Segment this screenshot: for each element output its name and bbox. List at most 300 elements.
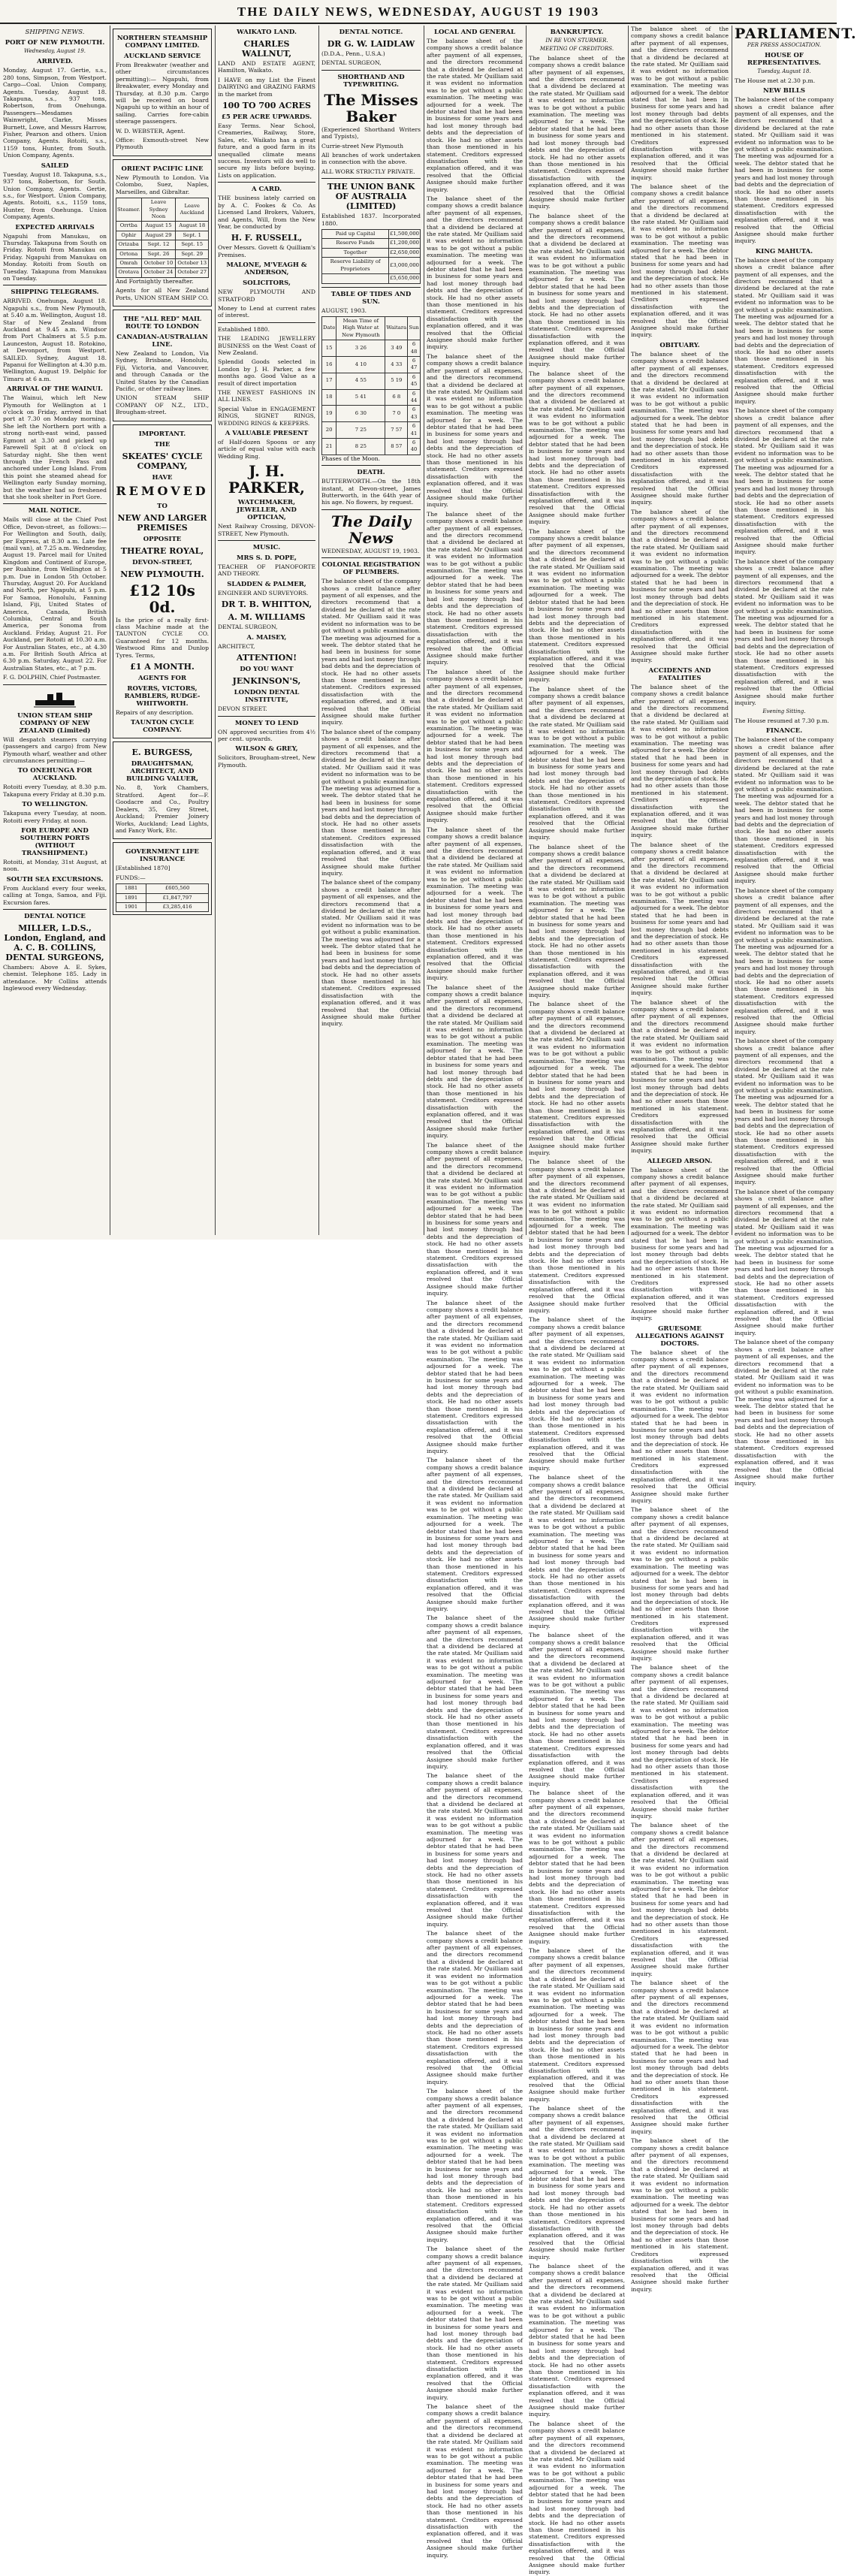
table-row: [322, 248, 421, 257]
paragraph: The balance sheet of the company shows a credit balance after payment of all expenses, and the directors recommend that a dividend be declared at the rate stated. Mr Quilliam said it was evident no information was to be got without a public examination. The meeting was adjourned for a week. The debtor stated that he had been in business for some years and had lost money through bad debts and the depreciation of stock. He had no other assets than those mentioned in his statement. Creditors expressed dissatisfaction with the explanation offered, and it was resolved that the Official Assignee should make further inquiry.: [427, 1772, 523, 1928]
headline-premises: NEW AND LARGER PREMISES: [117, 512, 207, 533]
article-heading: LOCAL AND GENERAL: [434, 29, 515, 36]
subheading: Evening Sitting.: [762, 708, 806, 715]
company-name: TAUNTON CYCLE COMPANY.: [131, 719, 194, 735]
location: THEATRE ROYAL,: [120, 545, 204, 556]
paragraph: THE NEWEST FASHIONS IN ALL LINES.: [218, 389, 315, 403]
paragraph: The balance sheet of the company shows a credit balance after payment of all expenses, and the directors recommend that a dividend be declared at the rate stated. Mr Quilliam said it was evident no information was to be got without a public examination. The meeting was adjourned for a week. The debtor stated that he had been in business for some years and had lost money through bad debts and the depreciation of stock. He had no other assets than those mentioned in his statement. Creditors expressed dissatisfaction with the explanation offered, and it was resolved that the Official Assignee should make further inquiry.: [631, 841, 729, 997]
paragraph: NEW PLYMOUTH AND STRATFORD: [218, 288, 315, 303]
paragraph: The balance sheet of the company shows a credit balance after payment of all expenses, and the directors recommend that a dividend be declared at the rate stated. Mr Quilliam said it was evident no information was to be got without a public examination. The meeting was adjourned for a week. The debtor stated that he had been in business for some years and had lost money through bad debts and the depreciation of stock. He had no other assets than those mentioned in his statement. Creditors expressed dissatisfaction with the explanation offered, and it was resolved that the Official Assignee should make further inquiry.: [529, 212, 625, 368]
company-name: SKEATES' CYCLE COMPANY,: [122, 451, 203, 471]
paragraph: Phases of the Moon.: [321, 454, 381, 462]
paragraph: The balance sheet of the company shows a credit balance after payment of all expenses, and the directors recommend that a dividend be declared at the rate stated. Mr Quilliam said it was evident no information was to be got without a public examination. The meeting was adjourned for a week. The debtor stated that he had been in business for some years and had lost money through bad debts and the depreciation of stock. He had no other assets than those mentioned in his statement. Creditors expressed dissatisfaction with the explanation offered, and it was resolved that the Official Assignee should make further inquiry.: [427, 983, 523, 1140]
word: TO: [157, 502, 167, 510]
divider: [3, 909, 107, 910]
table-row: [322, 389, 421, 406]
paragraph: [Established 1870]: [116, 865, 170, 872]
table-cell: 4 55: [336, 373, 385, 389]
paragraph: The House resumed at 7.30 p.m.: [735, 717, 829, 724]
subheading: IN RE VON STURMER.: [545, 38, 608, 44]
subheading: MONEY TO LEND: [234, 719, 299, 727]
subheading: DENTAL NOTICE.: [339, 29, 403, 36]
column-ads-1: [113, 26, 212, 1235]
table-row: [116, 893, 209, 902]
table-body: [116, 222, 209, 277]
article-heading: GRUESOME ALLEGATIONS AGAINST DOCTORS.: [635, 1324, 724, 1348]
paper-title: The Daily News: [330, 512, 412, 547]
paragraph: The balance sheet of the company shows a credit balance after payment of all expenses, and the directors recommend that a dividend be declared at the rate stated. Mr Quilliam said it was evident no information was to be got without a public examination. The meeting was adjourned for a week. The debtor stated that he had been in business for some years and had lost money through bad debts and the depreciation of stock. He had no other assets than those mentioned in his statement. Creditors expressed dissatisfaction with the explanation offered, and it was resolved that the Official Assignee should make further inquiry.: [529, 1947, 625, 2103]
paragraph: The balance sheet of the company shows a credit balance after payment of all expenses, and the directors recommend that a dividend be declared at the rate stated. Mr Quilliam said it was evident no information was to be got without a public examination. The meeting was adjourned for a week. The debtor stated that he had been in business for some years and had lost money through bad debts and the depreciation of stock. He had no other assets than those mentioned in his statement. Creditors expressed dissatisfaction with the explanation offered, and it was resolved that the Official Assignee should make further inquiry.: [631, 350, 729, 506]
paragraph: The balance sheet of the company shows a credit balance after payment of all expenses, and the directors recommend that a dividend be declared at the rate stated. Mr Quilliam said it was evident no information was to be got without a public examination. The meeting was adjourned for a week. The debtor stated that he had been in business for some years and had lost money through bad debts and the depreciation of stock. He had no other assets than those mentioned in his statement. Creditors expressed dissatisfaction with the explanation offered, and it was resolved that the Official Assignee should make further inquiry.: [735, 557, 834, 706]
paragraph: Over Messrs. Govett & Quilliam's Premises.: [218, 244, 315, 258]
table-cell: 1881: [116, 884, 146, 893]
paragraph: The balance sheet of the company shows a credit balance after payment of all expenses, and the directors recommend that a dividend be declared at the rate stated. Mr Quilliam said it was evident no information was to be got without a public examination. The meeting was adjourned for a week. The debtor stated that he had been in business for some years and had lost money through bad debts and the depreciation of stock. He had no other assets than those mentioned in his statement. Creditors expressed dissatisfaction with the explanation offered, and it was resolved that the Official Assignee should make further inquiry.: [631, 508, 729, 664]
subheading: A VALUABLE PRESENT: [225, 430, 309, 438]
table-cell: 6 8: [385, 389, 408, 406]
paragraph: From Auckland every four weeks, calling at Tonga, Samoa, and Fiji. Excursion fares.: [3, 884, 107, 906]
article-heading: ACCIDENTS AND FATALITIES: [648, 666, 711, 682]
paragraph: Next Railway Crossing, DEVON-STREET, New Plymouth.: [218, 523, 315, 537]
paragraph: ON approved securities from 4½ per cent. upwards.: [218, 728, 315, 742]
paragraph: The balance sheet of the company shows a credit balance after payment of all expenses, and the directors recommend that a dividend be declared at the rate stated. Mr Quilliam said it was evident no information was to be got without a public examination. The meeting was adjourned for a week. The debtor stated that he had been in business for some years and had lost money through bad debts and the depreciation of stock. He had no other assets than those mentioned in his statement. Creditors expressed dissatisfaction with the explanation offered, and it was resolved that the Official Assignee should make further inquiry.: [735, 256, 834, 405]
dateline: Tuesday, August 18.: [757, 68, 811, 75]
paragraph: The balance sheet of the company shows a credit balance after payment of all expenses, and the directors recommend that a dividend be declared at the rate stated. Mr Quilliam said it was evident no information was to be got without a public examination. The meeting was adjourned for a week. The debtor stated that he had been in business for some years and had lost money through bad debts and the depreciation of stock. He had no other assets than those mentioned in his statement. Creditors expressed dissatisfaction with the explanation offered, and it was resolved that the Official Assignee should make further inquiry.: [631, 2137, 729, 2293]
table-cell: August 18: [176, 222, 209, 231]
table-header-cell: Leave Auckland: [176, 198, 209, 222]
capital-table: [321, 229, 421, 283]
paragraph: The balance sheet of the company shows a credit balance after payment of all expenses, and the directors recommend that a dividend be declared at the rate stated. Mr Quilliam said it was evident no information was to be got without a public examination. The meeting was adjourned for a week. The debtor stated that he had been in business for some years and had lost money through bad debts and the depreciation of stock. He had no other assets than those mentioned in his statement. Creditors expressed dissatisfaction with the explanation offered, and it was resolved that the Official Assignee should make further inquiry.: [631, 1822, 729, 1977]
table-cell: October 24: [141, 268, 176, 277]
table-cell: 21: [322, 439, 336, 455]
paragraph: The balance sheet of the company shows a credit balance after payment of all expenses, and the directors recommend that a dividend be declared at the rate stated. Mr Quilliam said it was evident no information was to be got without a public examination. The meeting was adjourned for a week. The debtor stated that he had been in business for some years and had lost money through bad debts and the depreciation of stock. He had no other assets than those mentioned in his statement. Creditors expressed dissatisfaction with the explanation offered, and it was resolved that the Official Assignee should make further inquiry.: [735, 96, 834, 245]
subheading: KING MAHUTA.: [755, 247, 813, 255]
column-rule: [526, 26, 527, 1235]
table-row: [322, 340, 421, 357]
table-row: [116, 231, 209, 240]
ad-canadian-line: [113, 310, 212, 421]
table-cell: £2,650,000: [389, 248, 421, 257]
paragraph: The balance sheet of the company shows a credit balance after payment of all expenses, and the directors recommend that a dividend be declared at the rate stated. Mr Quilliam said it was evident no information was to be got without a public examination. The meeting was adjourned for a week. The debtor stated that he had been in business for some years and had lost money through bad debts and the depreciation of stock. He had no other assets than those mentioned in his statement. Creditors expressed dissatisfaction with the explanation offered, and it was resolved that the Official Assignee should make further inquiry.: [735, 1339, 834, 1487]
paragraph: The balance sheet of the company shows a credit balance after payment of all expenses, and the directors recommend that a dividend be declared at the rate stated. Mr Quilliam said it was evident no information was to be got without a public examination. The meeting was adjourned for a week. The debtor stated that he had been in business for some years and had lost money through bad debts and the depreciation of stock. He had no other assets than those mentioned in his statement. Creditors expressed dissatisfaction with the explanation offered, and it was resolved that the Official Assignee should make further inquiry.: [529, 1316, 625, 1472]
divider: [3, 503, 107, 504]
company-name: ORIENT PACIFIC LINE: [121, 165, 204, 173]
divider: [218, 322, 315, 323]
section-heading: SHIPPING NEWS.: [25, 29, 85, 36]
paragraph: The balance sheet of the company shows a credit balance after payment of all expenses, and the directors recommend that a dividend be declared at the rate stated. Mr Quilliam said it was evident no information was to be got without a public examination. The meeting was adjourned for a week. The debtor stated that he had been in business for some years and had lost money through bad debts and the depreciation of stock. He had no other assets than those mentioned in his statement. Creditors expressed dissatisfaction with the explanation offered, and it was resolved that the Official Assignee should make further inquiry.: [735, 1188, 834, 1336]
table-cell: 15: [322, 340, 336, 357]
paragraph: The balance sheet of the company shows a credit balance after payment of all expenses, and the directors recommend that a dividend be declared at the rate stated. Mr Quilliam said it was evident no information was to be got without a public examination. The meeting was adjourned for a week. The debtor stated that he had been in business for some years and had lost money through bad debts and the depreciation of stock. He had no other assets than those mentioned in his statement. Creditors expressed dissatisfaction with the explanation offered, and it was resolved that the Official Assignee should make further inquiry.: [631, 998, 729, 1155]
column-local: [427, 26, 523, 2559]
table-cell: 17: [322, 373, 336, 389]
paragraph: DENTAL SURGEON,: [321, 59, 382, 67]
paragraph: Established 1837. Incorporated 1880.: [321, 213, 421, 227]
table-cell: October 10: [141, 258, 176, 267]
subheading: WATCHMAKER, JEWELLER, AND OPTICIAN,: [237, 499, 297, 522]
paper-date: WEDNESDAY, AUGUST 19, 1903.: [321, 547, 420, 554]
paragraph: And Fortnightly thereafter.: [116, 277, 194, 285]
subheading: PER PRESS ASSOCIATION.: [747, 42, 822, 48]
paragraph: UNION STEAM SHIP COMPANY OF N.Z., LTD., Brougham-street.: [116, 394, 209, 416]
subheading: SOLICITORS,: [243, 279, 291, 288]
table-cell: Together: [322, 248, 389, 257]
paragraph: The balance sheet of the company shows a credit balance after payment of all expenses, and the directors recommend that a dividend be declared at the rate stated. Mr Quilliam said it was evident no information was to be got without a public examination. The meeting was adjourned for a week. The debtor stated that he had been in business for some years and had lost money through bad debts and the depreciation of stock. He had no other assets than those mentioned in his statement. Creditors expressed dissatisfaction with the explanation offered, and it was resolved that the Official Assignee should make further inquiry.: [427, 352, 523, 509]
paragraph: New Zealand to London, Via Sydney, Brisbane, Honolulu, Fiji, Victoria, and Vancouver, and through Canada or the United States by the Canadian Pacific, or other railway lines.: [116, 349, 209, 392]
table-row: [322, 239, 421, 248]
paragraph: ARRIVED. Onehunga, August 18. Ngapuhi s.s., from New Plymouth, at 5.40 a.m. Wellington, August 18. Star of New Zealand from Auckland at 9.45 a.m. Windsor from Port Chalmers at 5.5 p.m. Launceston, August 18. Rotokino, at Devonport, from Westport. SAILED. Sydney, August 18. Papanui for Wellington at 4.30 p.m. Wellington, August 19. Delphic for Timaru at 6 a.m.: [3, 297, 107, 382]
advertiser-name: SLADDEN & PALMER,: [227, 580, 306, 588]
paragraph: The balance sheet of the company shows a credit balance after payment of all expenses, and the directors recommend that a dividend be declared at the rate stated. Mr Quilliam said it was evident no information was to be got without a public examination. The meeting was adjourned for a week. The debtor stated that he had been in business for some years and had lost money through bad debts and the depreciation of stock. He had no other assets than those mentioned in his statement. Creditors expressed dissatisfaction with the explanation offered, and it was resolved that the Official Assignee should make further inquiry.: [427, 2245, 523, 2401]
paragraph: The balance sheet of the company shows a credit balance after payment of all expenses, and the directors recommend that a dividend be declared at the rate stated. Mr Quilliam said it was evident no information was to be got without a public examination. The meeting was adjourned for a week. The debtor stated that he had been in business for some years and had lost money through bad debts and the depreciation of stock. He had no other assets than those mentioned in his statement. Creditors expressed dissatisfaction with the explanation offered, and it was resolved that the Official Assignee should make further inquiry.: [735, 886, 834, 1035]
column-notices: [321, 26, 421, 1235]
paragraph: DENTAL SURGEON,: [218, 624, 278, 631]
company-name: CANADIAN-AUSTRALIAN LINE.: [116, 333, 208, 349]
table-row: [116, 249, 209, 258]
paragraph: The balance sheet of the company shows a credit balance after payment of all expenses, and the directors recommend that a dividend be declared at the rate stated. Mr Quilliam said it was evident no information was to be got without a public examination. The meeting was adjourned for a week. The debtor stated that he had been in business for some years and had lost money through bad debts and the depreciation of stock. He had no other assets than those mentioned in his statement. Creditors expressed dissatisfaction with the explanation offered, and it was resolved that the Official Assignee should make further inquiry.: [529, 1789, 625, 1945]
price: £12 10s 0d.: [129, 581, 195, 616]
paragraph: AUGUST, 1903.: [321, 307, 367, 314]
paragraph: ALL WORK STRICTLY PRIVATE.: [321, 168, 415, 175]
column-news: [631, 26, 729, 2293]
paragraph: Will despatch steamers carrying (passengers and cargo) from New Plymouth wharf, weather and other circumstances permitting:—: [3, 735, 107, 764]
divider: [218, 182, 315, 183]
paragraph: I HAVE on my List the Finest DAIRYING and GRAZING FARMS in the market from: [218, 76, 315, 98]
table-cell: Ophir: [116, 231, 142, 240]
paragraph: THE LEADING JEWELLERY BUSINESS on the West Coast of New Zealand.: [218, 335, 315, 356]
article-heading: PARLIAMENT.: [735, 26, 857, 42]
subheading: £5 PER ACRE UPWARDS.: [221, 113, 312, 122]
table-cell: 18: [322, 389, 336, 406]
dateline: Wednesday, August 19.: [24, 48, 86, 54]
paragraph: The Wainui, which left New Plymouth for Wellington at 1 o'clock on Friday, arrived in that port at 7.30 on Monday morning. She left the Northern port with a strong north-east wind, passed Egmont at 3.30 and picked up Farewell Spit at 8 o'clock on Saturday night. She then went through the French Pass and anchored under Long Island. From this point she steamed ahead for Wellington early Sunday morning, but the weather had so freshened that she took shelter in Port Gore.: [3, 394, 107, 500]
advertiser-name: DR T. B. WHITTON,: [221, 599, 312, 610]
headline: 100 TO 700 ACRES: [222, 101, 311, 111]
table-cell: Paid up Capital: [322, 230, 389, 239]
ad-skeates-cycle: [113, 424, 212, 739]
table-cell: £3,285,416: [146, 902, 209, 911]
paragraph: The balance sheet of the company shows a credit balance after payment of all expenses, and the directors recommend that a dividend be declared at the rate stated. Mr Quilliam said it was evident no information was to be got without a public examination. The meeting was adjourned for a week. The debtor stated that he had been in business for some years and had lost money through bad debts and the depreciation of stock. He had no other assets than those mentioned in his statement. Creditors expressed dissatisfaction with the explanation offered, and it was resolved that the Official Assignee should make further inquiry.: [529, 527, 625, 684]
company-name: GOVERNMENT LIFE INSURANCE: [125, 848, 199, 864]
table-cell: £1,847,797: [146, 893, 209, 902]
paragraph: The balance sheet of the company shows a credit balance after payment of all expenses, and the directors recommend that a dividend be declared at the rate stated. Mr Quilliam said it was evident no information was to be got without a public examination. The meeting was adjourned for a week. The debtor stated that he had been in business for some years and had lost money through bad debts and the depreciation of stock. He had no other assets than those mentioned in his statement. Creditors expressed dissatisfaction with the explanation offered, and it was resolved that the Official Assignee should make further inquiry.: [427, 668, 523, 824]
table-cell: Reserve Funds: [322, 239, 389, 248]
agent-name: W. D. WEBSTER, Agent.: [116, 127, 186, 134]
table-cell: 6 44: [408, 389, 421, 406]
column-bankruptcy: [529, 26, 625, 2576]
table-cell: 6 40: [408, 439, 421, 455]
paragraph: The balance sheet of the company shows a credit balance after payment of all expenses, and the directors recommend that a dividend be declared at the rate stated. Mr Quilliam said it was evident no information was to be got without a public examination. The meeting was adjourned for a week. The debtor stated that he had been in business for some years and had lost money through bad debts and the depreciation of stock. He had no other assets than those mentioned in his statement. Creditors expressed dissatisfaction with the explanation offered, and it was resolved that the Official Assignee should make further inquiry.: [427, 510, 523, 666]
table-cell: 6 41: [408, 422, 421, 439]
table-cell: 3 26: [336, 340, 385, 357]
paragraph: The balance sheet of the company shows a credit balance after payment of all expenses, and the directors recommend that a dividend be declared at the rate stated. Mr Quilliam said it was evident no information was to be got without a public examination. The meeting was adjourned for a week. The debtor stated that he had been in business for some years and had lost money through bad debts and the depreciation of stock. He had no other assets than those mentioned in his statement. Creditors expressed dissatisfaction with the explanation offered, and it was resolved that the Official Assignee should make further inquiry.: [735, 736, 834, 885]
divider: [321, 465, 421, 466]
table-cell: 6 43: [408, 406, 421, 422]
table-cell: 19: [322, 406, 336, 422]
table-cell: £1,500,000: [389, 230, 421, 239]
subheading: A CARD.: [251, 186, 282, 194]
paragraph: The balance sheet of the company shows a credit balance after payment of all expenses, and the directors recommend that a dividend be declared at the rate stated. Mr Quilliam said it was evident no information was to be got without a public examination. The meeting was adjourned for a week. The debtor stated that he had been in business for some years and had lost money through bad debts and the depreciation of stock. He had no other assets than those mentioned in his statement. Creditors expressed dissatisfaction with the explanation offered, and it was resolved that the Official Assignee should make further inquiry.: [427, 195, 523, 351]
subheading: HOUSE OF REPRESENTATIVES.: [747, 52, 822, 68]
subheading: MUSIC.: [252, 544, 281, 552]
advertiser-name: The Misses Baker: [324, 90, 418, 125]
table-body: [322, 340, 421, 455]
subheading: ARRIVED.: [37, 58, 73, 66]
section-heading: PORT OF NEW PLYMOUTH.: [5, 39, 105, 47]
paragraph: Takapuna every Tuesday, at noon. Rotoiti every Friday, at noon.: [3, 810, 107, 824]
advertiser-name: E. BURGESS,: [131, 747, 193, 758]
ad-northern-steamship: [113, 29, 212, 156]
paragraph: The balance sheet of the company shows a credit balance after payment of all expenses, and the directors recommend that a dividend be declared at the rate stated. Mr Quilliam said it was evident no information was to be got without a public examination. The meeting was adjourned for a week. The debtor stated that he had been in business for some years and had lost money through bad debts and the depreciation of stock. He had no other assets than those mentioned in his statement. Creditors expressed dissatisfaction with the explanation offered, and it was resolved that the Official Assignee should make further inquiry.: [427, 1141, 523, 1297]
company-name: UNION STEAM SHIP COMPANY OF NEW ZEALAND (Limited): [17, 711, 92, 735]
column-parliament: [735, 26, 857, 1487]
table-cell: 6 30: [336, 406, 385, 422]
subheading: TABLE OF TIDES AND SUN.: [330, 290, 412, 306]
location: DEVON-STREET,: [132, 558, 192, 566]
column-shipping: [3, 26, 107, 1235]
advertiser-name: JENKINSON'S,: [232, 676, 301, 687]
subheading: AUCKLAND SERVICE: [123, 53, 201, 60]
table-body: [116, 884, 209, 912]
article-heading: BANKRUPTCY.: [550, 29, 604, 36]
advertiser-name: A. M. WILLIAMS: [228, 612, 306, 623]
table-cell: Orrtba: [116, 222, 142, 231]
table-row: [116, 268, 209, 277]
subheading: SAILED: [41, 162, 69, 170]
terms: £1 A MONTH.: [130, 662, 195, 672]
table-cell: 4 33: [385, 356, 408, 373]
table-row: [116, 222, 209, 231]
table-cell: 6 47: [408, 356, 421, 373]
paragraph: LAND AND ESTATE AGENT, Hamilton, Waikato.: [218, 60, 315, 74]
advertiser-name: MALONE, M'VEAGH & ANDERSON,: [226, 261, 307, 277]
paragraph: The balance sheet of the company shows a credit balance after payment of all expenses, and the directors recommend that a dividend be declared at the rate stated. Mr Quilliam said it was evident no information was to be got without a public examination. The meeting was adjourned for a week. The debtor stated that he had been in business for some years and had lost money through bad debts and the depreciation of stock. He had no other assets than those mentioned in his statement. Creditors expressed dissatisfaction with the explanation offered, and it was resolved that the Official Assignee should make further inquiry.: [529, 1632, 625, 1787]
article-heading: OBITUARY.: [659, 341, 700, 349]
divider: [321, 70, 421, 71]
subheading: DO YOU WANT: [240, 666, 294, 674]
divider: [218, 716, 315, 717]
word: HAVE: [152, 473, 173, 482]
table-cell: 16: [322, 356, 336, 373]
subheading: MAIL NOTICE.: [28, 507, 82, 515]
paragraph: The balance sheet of the company shows a credit balance after payment of all expenses, and the directors recommend that a dividend be declared at the rate stated. Mr Quilliam said it was evident no information was to be got without a public examination. The meeting was adjourned for a week. The debtor stated that he had been in business for some years and had lost money through bad debts and the depreciation of stock. He had no other assets than those mentioned in his statement. Creditors expressed dissatisfaction with the explanation offered, and it was resolved that the Official Assignee should make further inquiry.: [735, 407, 834, 556]
table-cell: 7 25: [336, 422, 385, 439]
advertiser-name: DR G. W. LAIDLAW: [327, 39, 415, 49]
table-cell: Sept. 26: [141, 249, 176, 258]
steamship-icon: [32, 688, 77, 709]
table-header-cell: Steamer.: [116, 198, 142, 222]
table-cell: 6 48: [408, 340, 421, 357]
column-ads-2: [218, 26, 315, 1235]
subheading: WAIKATO LAND.: [237, 29, 297, 36]
table-cell: £5,650,000: [389, 274, 421, 283]
table-cell: 1891: [116, 893, 146, 902]
paragraph: The balance sheet of the company shows a credit balance after payment of all expenses, and the directors recommend that a dividend be declared at the rate stated. Mr Quilliam said it was evident no information was to be got without a public examination. The meeting was adjourned for a week. The debtor stated that he had been in business for some years and had lost money through bad debts and the depreciation of stock. He had no other assets than those mentioned in his statement. Creditors expressed dissatisfaction with the explanation offered, and it was resolved that the Official Assignee should make further inquiry.: [529, 1001, 625, 1156]
subheading: IMPORTANT.: [138, 430, 186, 438]
sailing-table: [116, 198, 209, 278]
paragraph: ENGINEER AND SURVEYORS.: [218, 589, 309, 596]
subheading: FOR EUROPE AND SOUTHERN PORTS (WITHOUT TRANSHIPMENT.): [20, 826, 90, 857]
table-cell: 4 10: [336, 356, 385, 373]
paragraph: Monday, August 17. Gertie, s.s., 280 tons, Simpson, from Westport. Cargo—Coal. Union Company, Agents. Tuesday, August 18. Takapuna, s.s., 937 tons, Robertson, from Onehunga. Passengers—Mesdames Wainwright, Clarke, Misses Burnett, Lowe, and Messrs Harrow, Fisher, Pearson and others. Union Company, Agents. Rotoiti, s.s., 1159 tons, Hunter, from South. Union Company, Agents.: [3, 67, 107, 159]
table-cell: £1,200,000: [389, 239, 421, 248]
divider: [321, 557, 421, 558]
paragraph: Ngapuhi from Manukau, on Thursday. Takapuna from South on Friday. Rotoiti from Manukau on Friday. Ngapuhi from Manukau on Monday. Rotoiti from South on Tuesday. Takapuna from Manukau on Tuesday.: [3, 232, 107, 282]
table-cell: Sept. 29: [176, 249, 209, 258]
table-cell: Sept. 1: [176, 231, 209, 240]
paragraph: The balance sheet of the company shows a credit balance after payment of all expenses, and the directors recommend that a dividend be declared at the rate stated. Mr Quilliam said it was evident no information was to be got without a public examination. The meeting was adjourned for a week. The debtor stated that he had been in business for some years and had lost money through bad debts and the depreciation of stock. He had no other assets than those mentioned in his statement. Creditors expressed dissatisfaction with the explanation offered, and it was resolved that the Official Assignee should make further inquiry.: [631, 183, 729, 339]
paragraph: BUTTERWORTH.—On the 18th instant, at Devon-street, James Butterworth, in the 64th year of his age. No flowers, by request.: [321, 478, 421, 506]
ad-government-life: [113, 842, 212, 915]
table-row: [116, 258, 209, 267]
divider: [321, 509, 421, 510]
paragraph: The balance sheet of the company shows a credit balance after payment of all expenses, and the directors recommend that a dividend be declared at the rate stated. Mr Quilliam said it was evident no information was to be got without a public examination. The meeting was adjourned for a week. The debtor stated that he had been in business for some years and had lost money through bad debts and the depreciation of stock. He had no other assets than those mentioned in his statement. Creditors expressed dissatisfaction with the explanation offered, and it was resolved that the Official Assignee should make further inquiry.: [427, 826, 523, 982]
advertiser-name: MILLER, L.D.S., London, England, and A. C. B. COLLINS, DENTAL SURGEONS,: [4, 923, 106, 962]
subheading: DEATH.: [357, 469, 385, 477]
table-header-cell: Leave Sydney Noon: [141, 198, 176, 222]
paragraph: The balance sheet of the company shows a credit balance after payment of all expenses, and the directors recommend that a dividend be declared at the rate stated. Mr Quilliam said it was evident no information was to be got without a public examination. The meeting was adjourned for a week. The debtor stated that he had been in business for some years and had lost money through bad debts and the depreciation of stock. He had no other assets than those mentioned in his statement. Creditors expressed dissatisfaction with the explanation offered, and it was resolved that the Official Assignee should make further inquiry.: [631, 1506, 729, 1662]
advertiser-name: CHARLES WALLNUT,: [241, 39, 292, 59]
paragraph: Rotoiti every Tuesday, at 8.30 p.m. Takapuna every Friday at 8.30 p.m.: [3, 784, 107, 798]
table-header-cell: Date: [322, 316, 336, 340]
subheading: SOUTH SEA EXCURSIONS.: [6, 875, 104, 883]
divider: [321, 287, 421, 288]
table-row: [116, 884, 209, 893]
paragraph: The balance sheet of the company shows a credit balance after payment of all expenses, and the directors recommend that a dividend be declared at the rate stated. Mr Quilliam said it was evident no information was to be got without a public examination. The meeting was adjourned for a week. The debtor stated that he had been in business for some years and had lost money through bad debts and the depreciation of stock. He had no other assets than those mentioned in his statement. Creditors expressed dissatisfaction with the explanation offered, and it was resolved that the Official Assignee should make further inquiry.: [735, 1037, 834, 1186]
headline-removed: REMOVED: [116, 483, 209, 498]
divider: [218, 540, 315, 541]
table-header-row: [322, 316, 421, 340]
paragraph: Is the price of a really first-class Machine made at the TAUNTON CYCLE CO. Guaranteed for 12 months. Westwood Rims and Dunlop Tyres. Terms,: [116, 616, 209, 659]
subheading: DRAUGHTSMAN, ARCHITECT, AND BUILDING VALUER,: [126, 760, 198, 784]
paragraph: Tuesday, August 18. Takapuna, s.s., 937 tons, Robertson, for South. Union Company, Agents. Gertie, s.s., for Westport. Union Company, Agents. Rotoiti, s.s., 1159 tons, Hunter, from Onehunga. Union Company, Agents.: [3, 171, 107, 221]
paragraph: The balance sheet of the company shows a credit balance after payment of all expenses, and the directors recommend that a dividend be declared at the rate stated. Mr Quilliam said it was evident no information was to be got without a public examination. The meeting was adjourned for a week. The debtor stated that he had been in business for some years and had lost money through bad debts and the depreciation of stock. He had no other assets than those mentioned in his statement. Creditors expressed dissatisfaction with the explanation offered, and it was resolved that the Official Assignee should make further inquiry.: [529, 2105, 625, 2260]
paragraph: The balance sheet of the company shows a credit balance after payment of all expenses, and the directors recommend that a dividend be declared at the rate stated. Mr Quilliam said it was evident no information was to be got without a public examination. The meeting was adjourned for a week. The debtor stated that he had been in business for some years and had lost money through bad debts and the depreciation of stock. He had no other assets than those mentioned in his statement. Creditors expressed dissatisfaction with the explanation offered, and it was resolved that the Official Assignee should make further inquiry.: [529, 1474, 625, 1629]
paragraph: TEACHER OF PIANOFORTE AND THEORY.: [218, 563, 315, 578]
table-cell: October 27: [176, 268, 209, 277]
word: OPPOSITE: [143, 535, 182, 543]
paragraph: Mails will close at the Chief Post Office, Devon-street, as follows:— For Wellington and South, daily, per Express, at 8.30 a.m. Late fee (mail van), at 7.25 a.m. Wednesday, August 19. Parcel mail for United Kingdom and Continent of Europe, per Ruahine, from Wellington at 5 p.m. Due in London 5th October. Thursday, August 20. For Auckland and North, per Ngapuhi, at 5 p.m. For Samoa, Honolulu, Fanning Island, Fiji, United States of America, Canada, British Columbia, Central and South America, per Sonoma from Auckland. Friday, August 21. For Auckland, per Rotoiti at 10.30 a.m. For Australian States, etc., at 4.30 a.m. For British South Africa at 6.30 p.m. Saturday, August 22. For Australian States, etc., at 7 p.m.: [3, 516, 107, 672]
paragraph: The balance sheet of the company shows a credit balance after payment of all expenses, and the directors recommend that a dividend be declared at the rate stated. Mr Quilliam said it was evident no information was to be got without a public examination. The meeting was adjourned for a week. The debtor stated that he had been in business for some years and had lost money through bad debts and the depreciation of stock. He had no other assets than those mentioned in his statement. Creditors expressed dissatisfaction with the explanation offered, and it was resolved that the Official Assignee should make further inquiry.: [321, 578, 421, 726]
table-cell: Reserve Liability of Proprietors: [322, 258, 389, 274]
paragraph: The balance sheet of the company shows a credit balance after payment of all expenses, and the directors recommend that a dividend be declared at the rate stated. Mr Quilliam said it was evident no information was to be got without a public examination. The meeting was adjourned for a week. The debtor stated that he had been in business for some years and had lost money through bad debts and the depreciation of stock. He had no other assets than those mentioned in his statement. Creditors expressed dissatisfaction with the explanation offered, and it was resolved that the Official Assignee should make further inquiry.: [529, 54, 625, 210]
table-cell: 20: [322, 422, 336, 439]
table-row: [116, 240, 209, 249]
table-row: [322, 373, 421, 389]
paragraph: The balance sheet of the company shows a credit balance after payment of all expenses, and the directors recommend that a dividend be declared at the rate stated. Mr Quilliam said it was evident no information was to be got without a public examination. The meeting was adjourned for a week. The debtor stated that he had been in business for some years and had lost money through bad debts and the depreciation of stock. He had no other assets than those mentioned in his statement. Creditors expressed dissatisfaction with the explanation offered, and it was resolved that the Official Assignee should make further inquiry.: [427, 2088, 523, 2243]
paragraph: (Experienced Shorthand Writers and Typists),: [321, 125, 421, 140]
subheading: NEW BILLS: [762, 87, 805, 95]
paragraph: DEVON STREET.: [218, 705, 267, 713]
word: AGENTS FOR: [137, 675, 187, 683]
tides-table: [321, 316, 421, 455]
table-cell: Ortona: [116, 249, 142, 258]
table-header-cell: Waitara: [385, 316, 408, 340]
paragraph: Rotoiti, at Monday, 31st August, at noon.: [3, 858, 107, 873]
table-cell: August 15: [141, 222, 176, 231]
table-row: [322, 230, 421, 239]
table-row: [322, 356, 421, 373]
company-name: NORTHERN STEAMSHIP COMPANY LIMITED.: [116, 35, 208, 50]
column-rule: [628, 26, 629, 1235]
paragraph: The balance sheet of the company shows a credit balance after payment of all expenses, and the directors recommend that a dividend be declared at the rate stated. Mr Quilliam said it was evident no information was to be got without a public examination. The meeting was adjourned for a week. The debtor stated that he had been in business for some years and had lost money through bad debts and the depreciation of stock. He had no other assets than those mentioned in his statement. Creditors expressed dissatisfaction with the explanation offered, and it was resolved that the Official Assignee should make further inquiry.: [427, 1930, 523, 2085]
table-cell: August 29: [141, 231, 176, 240]
table-row: [322, 422, 421, 439]
paragraph: The balance sheet of the company shows a credit balance after payment of all expenses, and the directors recommend that a dividend be declared at the rate stated. Mr Quilliam said it was evident no information was to be got without a public examination. The meeting was adjourned for a week. The debtor stated that he had been in business for some years and had lost money through bad debts and the depreciation of stock. He had no other assets than those mentioned in his statement. Creditors expressed dissatisfaction with the explanation offered, and it was resolved that the Official Assignee should make further inquiry.: [631, 1664, 729, 1820]
subheading: TO ONEHUNGA FOR AUCKLAND.: [17, 767, 92, 783]
table-row: [322, 258, 421, 274]
subheading: FINANCE.: [765, 727, 803, 735]
paragraph: The balance sheet of the company shows a credit balance after payment of all expenses, and the directors recommend that a dividend be declared at the rate stated. Mr Quilliam said it was evident no information was to be got without a public examination. The meeting was adjourned for a week. The debtor stated that he had been in business for some years and had lost money through bad debts and the depreciation of stock. He had no other assets than those mentioned in his statement. Creditors expressed dissatisfaction with the explanation offered, and it was resolved that the Official Assignee should make further inquiry.: [529, 370, 625, 526]
paragraph: All branches of work undertaken in connection with the above.: [321, 152, 421, 166]
table-cell: 6 45: [408, 373, 421, 389]
headline: ATTENTION!: [236, 653, 297, 663]
table-cell: 5 41: [336, 389, 385, 406]
funds-table: [116, 883, 209, 912]
table-row: [322, 406, 421, 422]
company-name: THE UNION BANK OF AUSTRALIA (LIMITED): [327, 182, 415, 212]
paragraph: The balance sheet of the company shows a credit balance after payment of all expenses, and the directors recommend that a dividend be declared at the rate stated. Mr Quilliam said it was evident no information was to be got without a public examination. The meeting was adjourned for a week. The debtor stated that he had been in business for some years and had lost money through bad debts and the depreciation of stock. He had no other assets than those mentioned in his statement. Creditors expressed dissatisfaction with the explanation offered, and it was resolved that the Official Assignee should make further inquiry.: [427, 1614, 523, 1770]
paragraph: Repairs of any description.: [116, 709, 194, 717]
masthead-title: THE DAILY NEWS, WEDNESDAY, AUGUST 19 1903: [237, 5, 600, 19]
divider: [3, 684, 107, 685]
advertiser-name: J. H. PARKER,: [228, 462, 305, 497]
paragraph: The balance sheet of the company shows a credit balance after payment of all expenses, and the directors recommend that a dividend be declared at the rate stated. Mr Quilliam said it was evident no information was to be got without a public examination. The meeting was adjourned for a week. The debtor stated that he had been in business for some years and had lost money through bad debts and the depreciation of stock. He had no other assets than those mentioned in his statement. Creditors expressed dissatisfaction with the explanation offered, and it was resolved that the Official Assignee should make further inquiry.: [631, 1166, 729, 1322]
column-rule: [318, 26, 319, 1235]
paragraph: No. 8, York Chambers, Stratford. Agent for—F. Goodacre and Co., Poultry Dealers, 35, Grey Street, Auckland; Premier Joinery Works, Auckland; Lead Lights, and Fancy Work, Etc.: [116, 784, 209, 834]
paragraph: The balance sheet of the company shows a credit balance after payment of all expenses, and the directors recommend that a dividend be declared at the rate stated. Mr Quilliam said it was evident no information was to be got without a public examination. The meeting was adjourned for a week. The debtor stated that he had been in business for some years and had lost money through bad debts and the depreciation of stock. He had no other assets than those mentioned in his statement. Creditors expressed dissatisfaction with the explanation offered, and it was resolved that the Official Assignee should make further inquiry.: [321, 879, 421, 1028]
paragraph: Chambers: Above A. E. Sykes, chemist. Telephone 185. Lady in attendance. Mr Collins attends Inglewood every Wednesday.: [3, 963, 107, 992]
table-cell: Omrah: [116, 258, 142, 267]
location: NEW PLYMOUTH.: [120, 569, 204, 579]
table-cell: [322, 274, 389, 283]
ad-burgess: [113, 741, 212, 839]
paragraph: The balance sheet of the company shows a credit balance after payment of all expenses, and the directors recommend that a dividend be declared at the rate stated. Mr Quilliam said it was evident no information was to be got without a public examination. The meeting was adjourned for a week. The debtor stated that he had been in business for some years and had lost money through bad debts and the depreciation of stock. He had no other assets than those mentioned in his statement. Creditors expressed dissatisfaction with the explanation offered, and it was resolved that the Official Assignee should make further inquiry.: [529, 2420, 625, 2576]
paragraph: Splendid Goods selected in London by J. H. Parker, a few months ago. Good Value as a result of direct importation: [218, 358, 315, 387]
table-cell: Sept. 15: [176, 240, 209, 249]
paragraph: The balance sheet of the company shows a credit balance after payment of all expenses, and the directors recommend that a dividend be declared at the rate stated. Mr Quilliam said it was evident no information was to be got without a public examination. The meeting was adjourned for a week. The debtor stated that he had been in business for some years and had lost money through bad debts and the depreciation of stock. He had no other assets than those mentioned in his statement. Creditors expressed dissatisfaction with the explanation offered, and it was resolved that the Official Assignee should make further inquiry.: [631, 683, 729, 839]
paragraph: The balance sheet of the company shows a credit balance after payment of all expenses, and the directors recommend that a dividend be declared at the rate stated. Mr Quilliam said it was evident no information was to be got without a public examination. The meeting was adjourned for a week. The debtor stated that he had been in business for some years and had lost money through bad debts and the depreciation of stock. He had no other assets than those mentioned in his statement. Creditors expressed dissatisfaction with the explanation offered, and it was resolved that the Official Assignee should make further inquiry.: [427, 1299, 523, 1455]
paragraph: The balance sheet of the company shows a credit balance after payment of all expenses, and the directors recommend that a dividend be declared at the rate stated. Mr Quilliam said it was evident no information was to be got without a public examination. The meeting was adjourned for a week. The debtor stated that he had been in business for some years and had lost money through bad debts and the depreciation of stock. He had no other assets than those mentioned in his statement. Creditors expressed dissatisfaction with the explanation offered, and it was resolved that the Official Assignee should make further inquiry.: [321, 728, 421, 877]
agent-office: Office: Exmouth-street New Plymouth: [116, 137, 209, 151]
table-cell: £3,000,000: [389, 258, 421, 274]
paragraph: New Plymouth to London. Via Colombo, Suez, Naples, Marseilles, and Gibraltar.: [116, 174, 209, 195]
subheading: TO WELLINGTON.: [22, 801, 88, 809]
table-cell: Sept. 12: [141, 240, 176, 249]
subheading: DENTAL NOTICE: [24, 912, 86, 920]
paragraph: The balance sheet of the company shows a credit balance after payment of all expenses, and the directors recommend that a dividend be declared at the rate stated. Mr Quilliam said it was evident no information was to be got without a public examination. The meeting was adjourned for a week. The debtor stated that he had been in business for some years and had lost money through bad debts and the depreciation of stock. He had no other assets than those mentioned in his statement. Creditors expressed dissatisfaction with the explanation offered, and it was resolved that the Official Assignee should make further inquiry.: [631, 1980, 729, 2135]
paragraph: of Half-dozen Spoons or any article of equal value with each Wedding Ring.: [218, 439, 315, 460]
table-header-cell: Sun: [408, 316, 421, 340]
subheading: EXPECTED ARRIVALS: [15, 223, 95, 231]
paragraph: FUNDS:—: [116, 874, 146, 881]
subheading: SHIPPING TELEGRAMS.: [11, 288, 99, 297]
advertiser-name: LONDON DENTAL INSTITUTE,: [234, 689, 300, 705]
table-row: [322, 439, 421, 455]
advertiser-name: A. MAISEY,: [246, 633, 287, 642]
advertiser-name: MRS S. D. POPE,: [237, 554, 297, 563]
table-cell: 1901: [116, 902, 146, 911]
masthead: [0, 0, 837, 24]
subheading: THE "ALL RED" MAIL ROUTE TO LONDON: [123, 315, 201, 331]
paragraph: The balance sheet of the company shows a credit balance after payment of all expenses, and the directors recommend that a dividend be declared at the rate stated. Mr Quilliam said it was evident no information was to be got without a public examination. The meeting was adjourned for a week. The debtor stated that he had been in business for some years and had lost money through bad debts and the depreciation of stock. He had no other assets than those mentioned in his statement. Creditors expressed dissatisfaction with the explanation offered, and it was resolved that the Official Assignee should make further inquiry.: [529, 1158, 625, 1314]
paragraph: Easy Terms. Near School, Creameries, Railway, Store, Sales, etc. Waikato has a great future, and a good farm in its unequalled climate means success. Investors will do well to secure my lists before buying. Lists on application.: [218, 122, 315, 179]
table-cell: 7 0: [385, 406, 408, 422]
table-cell: 8 57: [385, 439, 408, 455]
paragraph: ARCHITECT,: [218, 642, 255, 650]
paragraph: THE business lately carried on by A. C. Fookes & Co. As Licensed Land Brokers, Valuers, and Agents, Will, from the New Year, be conducted by: [218, 195, 315, 230]
advertiser-name: H. F. RUSSELL,: [231, 233, 303, 243]
article-heading: ALLEGED ARSON.: [647, 1157, 713, 1165]
paragraph: The balance sheet of the company shows a credit balance after payment of all expenses, and the directors recommend that a dividend be declared at the rate stated. Mr Quilliam said it was evident no information was to be got without a public examination. The meeting was adjourned for a week. The debtor stated that he had been in business for some years and had lost money through bad debts and the depreciation of stock. He had no other assets than those mentioned in his statement. Creditors expressed dissatisfaction with the explanation offered, and it was resolved that the Official Assignee should make further inquiry.: [529, 843, 625, 999]
